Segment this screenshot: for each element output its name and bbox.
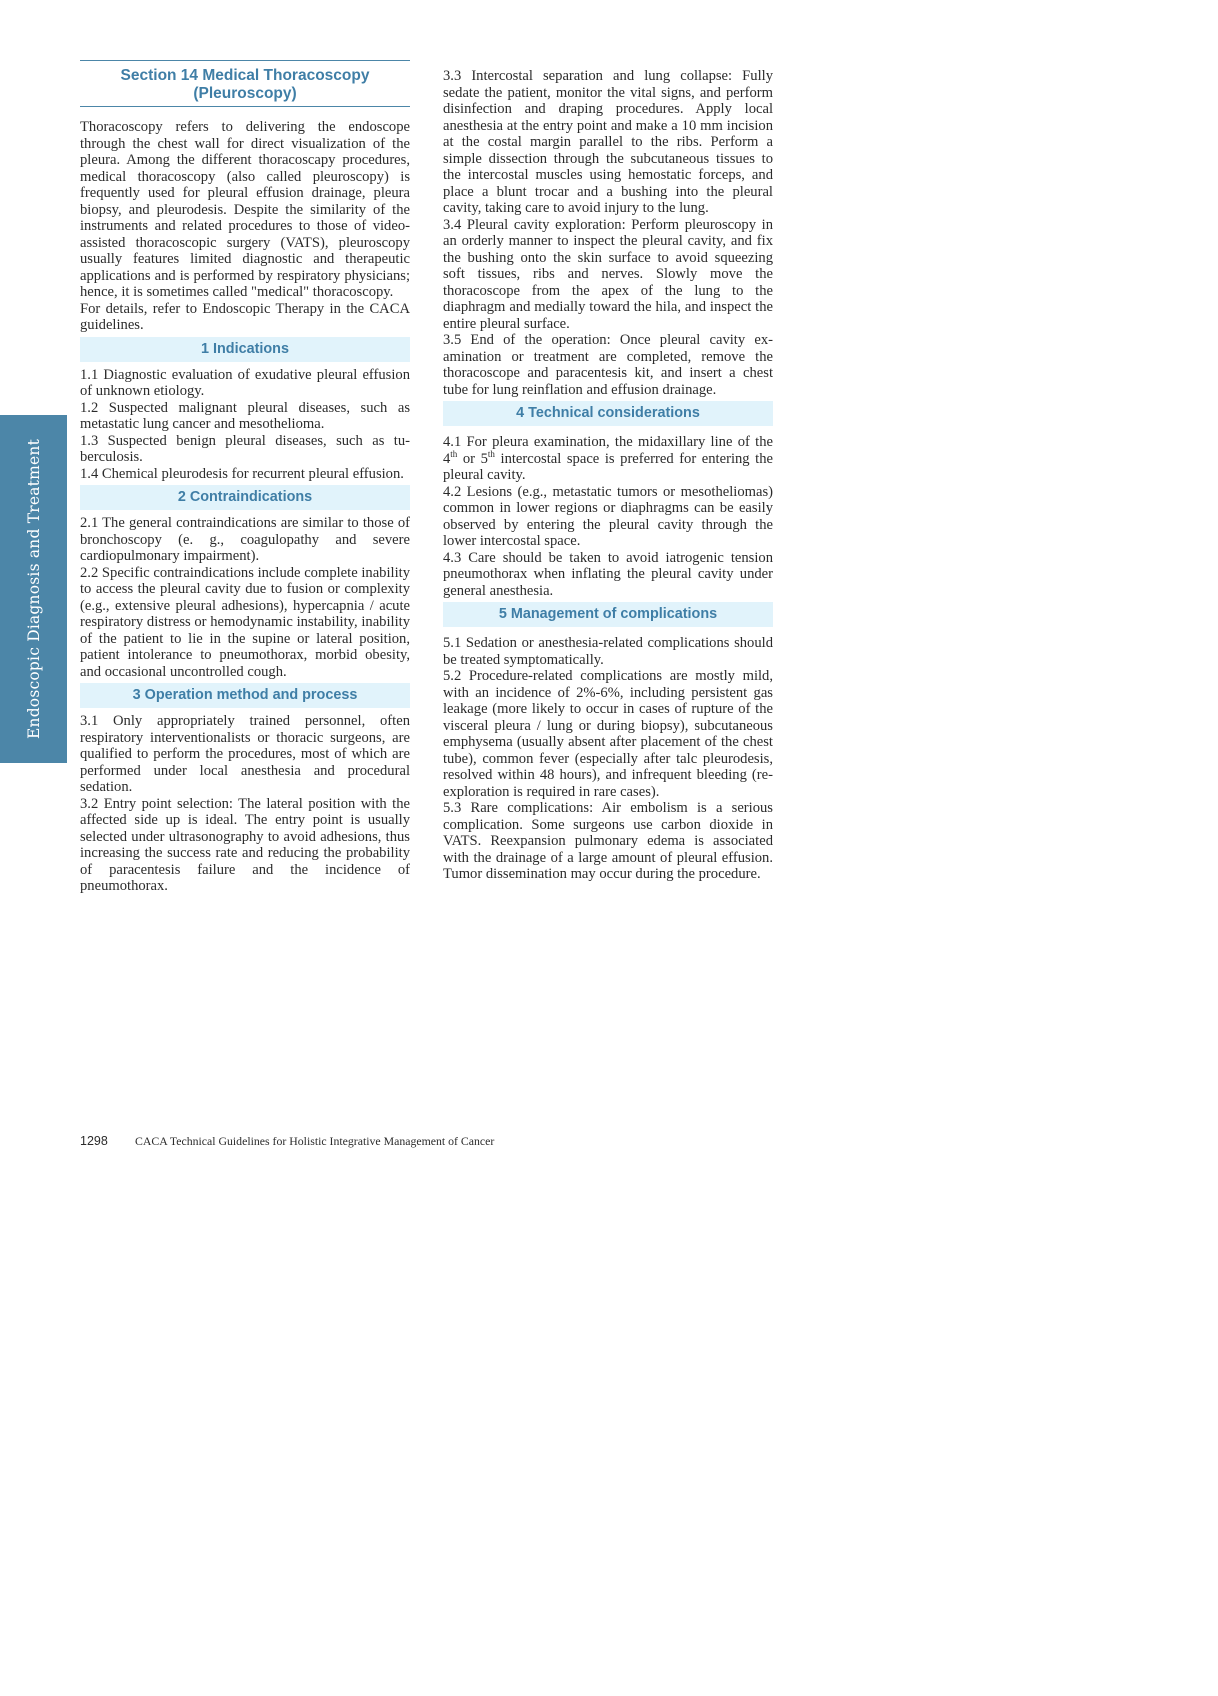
technical-item: 4.2 Lesions (e.g., metastatic tumors or mesotheliomas) common in lower regions or diaphragms can be easily observed by entering the pleural cavity through the lower intercostal space. — [443, 483, 773, 549]
operation-item: 3.3 Intercostal separation and lung collapse: Fully sedate the patient, monitor the vital signs, and perform disinfection and draping procedures. Apply local anesthesia at the entry point and make a 10 mm incision at the costal margin parallel to the ribs. Perform a simple dissection through the subcutaneous tissues to the intercostal muscles using hemostatic forceps, and place a blunt trocar and a bushing into the pleural cavity, taking care to avoid injury to the lung. — [443, 68, 773, 216]
side-tab — [0, 415, 67, 763]
technical-heading: 4 Technical considerations — [443, 401, 773, 426]
indication-item: 1.3 Suspected benign pleural diseases, such as tuberculosis. — [80, 432, 410, 465]
indication-item: 1.1 Diagnostic evaluation of exudative pleural effusion of unknown etiology. — [80, 366, 410, 399]
page-number: 1298 — [80, 1134, 108, 1148]
complications-heading: 5 Management of complications — [443, 602, 773, 627]
page-footer — [80, 1134, 494, 1149]
technical-item — [443, 434, 773, 484]
ordinal-suffix: th — [487, 448, 495, 459]
operation-item: 3.1 Only appropriately trained personnel, often respiratory interventionalists or thoracic surgeons, are qualified to perform the procedures, most of which are performed under local anesthesia and procedural sedation. — [80, 713, 410, 795]
right-column — [443, 68, 773, 883]
intro-reference-paragraph: For details, refer to Endoscopic Therapy in the CACA guidelines. — [80, 300, 410, 333]
complication-item: 5.1 Sedation or anesthesia-related complications should be treated symptomatically. — [443, 635, 773, 668]
technical-item-text: 4.1 For pleura examination, the midaxillary line of the 4 — [443, 434, 773, 467]
ordinal-suffix: th — [450, 448, 458, 459]
operation-item: 3.5 End of the operation: Once pleural cavity examination or treatment are completed, remove the thoracoscope and paracentesis kit, and insert a chest tube for lung reinflation and effusion drainage. — [443, 332, 773, 398]
operation-item: 3.4 Pleural cavity exploration: Perform pleuroscopy in an orderly manner to inspect the pleural cavity, and fix the bushing onto the skin surface to avoid squeezing soft tissues, ribs and nerves. Slowly move the thoracoscope from the apex of the lung to the diaphragm and medially toward the hila, and inspect the entire pleural surface. — [443, 216, 773, 332]
intro-paragraph: Thoracoscopy refers to delivering the endoscope through the chest wall for direct visualization of the pleura. Among the different thoracoscapy procedures, medical thoracoscopy (also called pleuroscopy) is frequently used for pleural effusion drainage, pleura biopsy, and pleurodesis. Despite the similarity of the instruments and related procedures to those of video-assisted thoracoscopic surgery (VATS), pleuroscopy usually features limited diagnostic and therapeutic applications and is performed by respiratory physicians; hence, it is sometimes called "medical" thoracoscopy. — [80, 119, 410, 300]
contraindication-item: 2.1 The general contraindications are similar to those of bronchoscopy (e. g., coagulopathy and severe cardiopulmonary impairment). — [80, 515, 410, 564]
running-title: CACA Technical Guidelines for Holistic Integrative Management of Cancer — [135, 1134, 495, 1148]
technical-item-text: or 5 — [457, 450, 488, 467]
indication-item: 1.4 Chemical pleurodesis for recurrent pleural effusion. — [80, 465, 404, 482]
side-tab-label: Endoscopic Diagnosis and Treatment — [24, 438, 43, 740]
technical-item: 4.3 Care should be taken to avoid iatrogenic tension pneumothorax when inflating the pleural cavity under general anesthesia. — [443, 549, 773, 599]
section-title-line2: (Pleuroscopy) — [193, 84, 297, 102]
complication-item: 5.3 Rare complications: Air embolism is a serious complication. Some surgeons use carbon dioxide in VATS. Reexpansion pulmonary edema is associated with the drainage of a large amount of pleural effusion. Tumor dissemination may occur during the procedure. — [443, 800, 773, 882]
section-title-line1: Section 14 Medical Thoracoscopy — [120, 67, 370, 84]
indications-heading: 1 Indications — [80, 337, 410, 362]
operation-heading: 3 Operation method and process — [80, 683, 410, 708]
section-title — [80, 60, 410, 107]
technical-item-text: intercostal space is preferred for entering the pleural cavity. — [443, 450, 773, 483]
left-column — [80, 60, 410, 895]
indication-item: 1.2 Suspected malignant pleural diseases, such as metastatic lung cancer and mesothelioma. — [80, 399, 410, 432]
operation-item: 3.2 Entry point selection: The lateral position with the affected side up is ideal. The entry point is usually selected under ultrasonography to avoid adhesions, thus increasing the success rate and reducing the probability of paracentesis failure and the incidence of pneumothorax. — [80, 795, 410, 894]
contraindication-item: 2.2 Specific contraindications include complete inability to access the pleural cavity due to fusion or complexity (e.g., extensive pleural adhesions), hypercapnia / acute respiratory distress or hemodynamic instability, inability of the patient to lie in the supine or lateral position, patient intolerance to pneumothorax, morbid obesity, and occasional uncontrolled cough. — [80, 564, 410, 680]
contraindications-heading: 2 Contraindications — [80, 485, 410, 510]
complication-item: 5.2 Procedure-related complications are mostly mild, with an incidence of 2%-6%, including persistent gas leakage (more likely to occur in cases of rupture of the visceral pleura / lung or during biopsy), subcutaneous emphysema (usually absent after placement of the chest tube), common fever (especially after talc pleurodesis, resolved within 48 hours), and infrequent bleeding (re-exploration is required in rare cases). — [443, 668, 773, 800]
